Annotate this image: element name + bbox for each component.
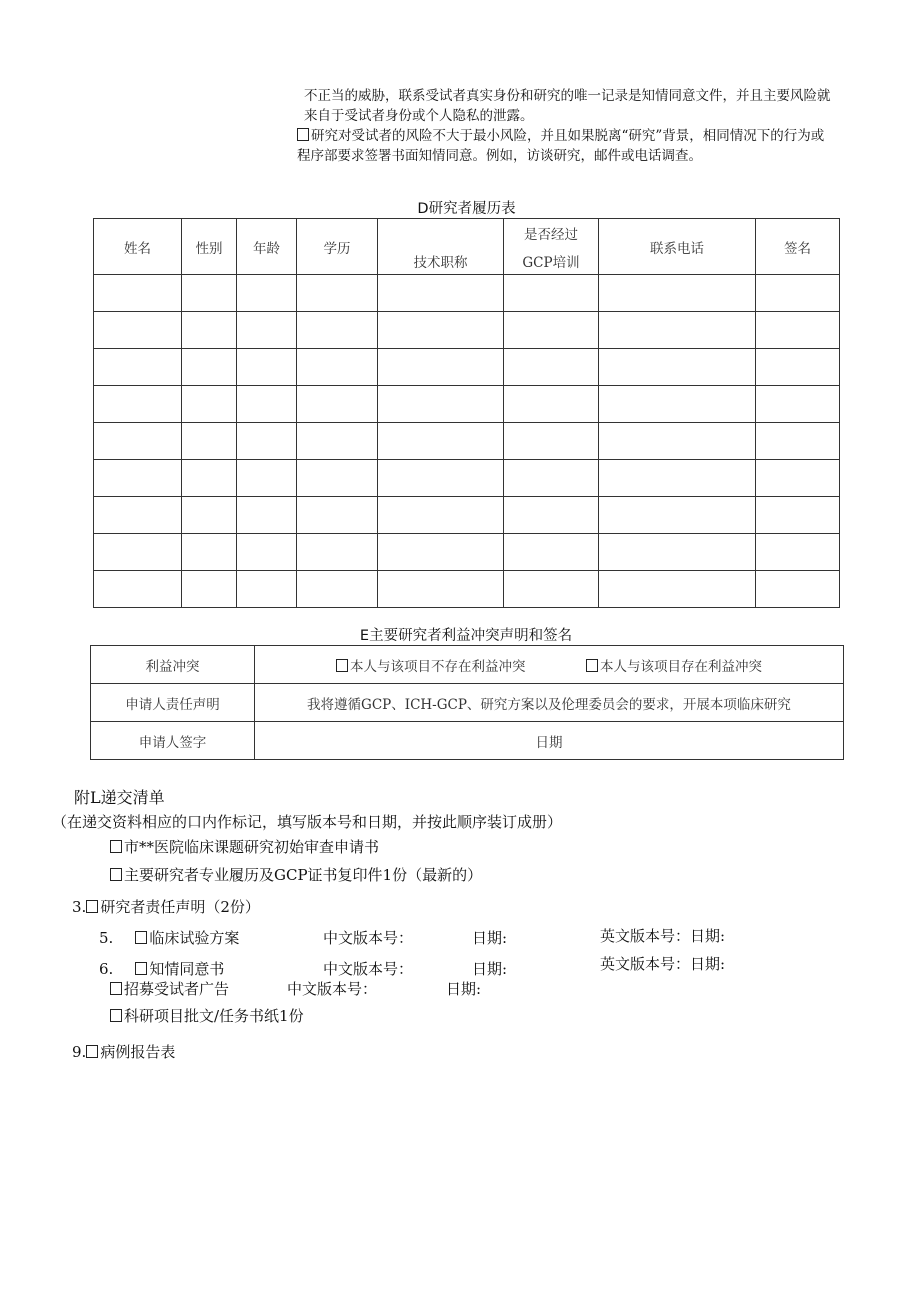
checkbox-icon[interactable] [135,931,147,944]
resume-cell[interactable] [504,312,599,349]
item-6-date[interactable]: 日期: [472,960,508,978]
item-5-en-version-date[interactable]: 英文版本号：日期: [600,927,726,945]
resume-cell[interactable] [94,312,182,349]
resume-cell[interactable] [378,497,504,534]
checkbox-icon[interactable] [135,962,147,975]
header-signature: 签名 [756,219,840,275]
resume-row [94,386,840,423]
statement-row [91,684,844,722]
resume-cell[interactable] [94,423,182,460]
resume-cell[interactable] [504,386,599,423]
resume-cell[interactable] [378,534,504,571]
resume-cell[interactable] [378,386,504,423]
resume-cell[interactable] [297,312,378,349]
resume-cell[interactable] [237,534,297,571]
header-title: 技术职称 [378,219,504,275]
resume-row [94,460,840,497]
resume-cell[interactable] [297,534,378,571]
item-6-cn-version[interactable]: 中文版本号： [323,960,414,978]
header-name: 姓名 [94,219,182,275]
resume-cell[interactable] [504,349,599,386]
resume-cell[interactable] [237,386,297,423]
checklist-note: （在递交资料相应的口内作标记，填写版本号和日期，并按此顺序装订成册） [52,813,563,831]
resume-cell[interactable] [756,534,840,571]
resume-cell[interactable] [237,349,297,386]
checklist-item-7[interactable]: 招募受试者广告 [110,978,229,999]
resume-row [94,423,840,460]
resume-cell[interactable] [237,460,297,497]
conflict-table-title: E主要研究者利益冲突声明和签名 [359,628,573,644]
checkbox-icon[interactable] [110,840,122,853]
resume-cell[interactable] [756,460,840,497]
header-phone: 联系电话 [599,219,756,275]
resume-cell[interactable] [297,275,378,312]
resume-cell[interactable] [182,275,237,312]
header-gender: 性别 [182,219,237,275]
resume-cell[interactable] [599,534,756,571]
no-conflict-option[interactable]: 本人与该项目不存在利益冲突 [336,659,526,675]
resume-cell[interactable] [504,571,599,608]
checkbox-icon[interactable] [586,659,598,672]
conflict-table [90,645,844,760]
resume-cell[interactable] [237,423,297,460]
resume-cell[interactable] [94,386,182,423]
resume-header-row [94,219,840,275]
resume-cell[interactable] [599,349,756,386]
conflict-label: 利益冲突 [91,646,255,684]
checkbox-icon[interactable] [297,128,309,141]
resume-cell[interactable] [94,349,182,386]
resume-cell[interactable] [599,312,756,349]
resume-cell[interactable] [756,423,840,460]
resume-cell[interactable] [237,275,297,312]
resume-row [94,349,840,386]
statement-label: 申请人责任声明 [91,684,255,722]
resume-cell[interactable] [237,312,297,349]
resume-row [94,312,840,349]
resume-cell[interactable] [378,312,504,349]
header-gcp [504,219,599,275]
resume-cell[interactable] [756,349,840,386]
signature-label: 申请人签字 [91,722,255,760]
resume-cell[interactable] [378,571,504,608]
header-gcp-top: 是否经过 [524,226,578,243]
checkbox-icon[interactable] [86,1045,98,1058]
checklist-item-2[interactable]: 主要研究者专业履历及GCP证书复印件1份（最新的） [110,864,482,885]
intro-line-2: 来自于受试者身份或个人隐私的泄露。 [304,108,534,124]
resume-cell[interactable] [182,312,237,349]
checkbox-icon[interactable] [86,900,98,913]
resume-cell[interactable] [378,349,504,386]
resume-cell[interactable] [756,497,840,534]
intro-line-1: 不正当的威胁，联系受试者真实身份和研究的唯一记录是知情同意文件，并且主要风险就 [304,88,831,104]
checkbox-icon[interactable] [110,868,122,881]
resume-cell[interactable] [297,423,378,460]
date-label[interactable]: 日期 [255,722,844,760]
resume-row [94,534,840,571]
resume-cell[interactable] [297,349,378,386]
resume-cell[interactable] [504,460,599,497]
resume-row [94,571,840,608]
resume-cell[interactable] [756,275,840,312]
header-education: 学历 [297,219,378,275]
item-7-cn-version[interactable]: 中文版本号： [287,980,378,998]
item-6-en-version-date[interactable]: 英文版本号：日期: [600,955,726,973]
resume-cell[interactable] [94,497,182,534]
checkbox-icon[interactable] [110,1009,122,1022]
resume-cell[interactable] [182,386,237,423]
checklist-item-3[interactable]: 3. 研究者责任声明（2份） [72,898,260,916]
signature-row [91,722,844,760]
item-7-date[interactable]: 日期: [446,980,482,998]
statement-text: 我将遵循GCP、ICH-GCP、研究方案以及伦理委员会的要求，开展本项临床研究 [255,684,844,722]
resume-cell[interactable] [378,423,504,460]
resume-cell[interactable] [756,312,840,349]
resume-cell[interactable] [182,349,237,386]
resume-cell[interactable] [599,275,756,312]
resume-cell[interactable] [599,460,756,497]
checklist-item-9[interactable]: 9. 病例报告表 [72,1043,176,1061]
resume-table-title: D研究者履历表 [417,201,516,217]
resume-cell[interactable] [599,497,756,534]
item-5-cn-version[interactable]: 中文版本号： [323,929,414,947]
resume-cell[interactable] [94,275,182,312]
resume-cell[interactable] [297,571,378,608]
resume-cell[interactable] [297,386,378,423]
resume-cell[interactable] [378,275,504,312]
resume-cell[interactable] [756,571,840,608]
header-gcp-bottom: GCP培训 [522,254,580,271]
conflict-options [255,646,844,684]
checklist-item-5[interactable]: 5. 临床试验方案 [99,929,240,947]
resume-cell[interactable] [182,497,237,534]
resume-cell[interactable] [237,571,297,608]
resume-cell[interactable] [504,534,599,571]
conflict-row [91,646,844,684]
resume-cell[interactable] [94,460,182,497]
checklist-item-6[interactable]: 6. 知情同意书 [99,960,225,978]
checklist-title: 附L递交清单 [74,788,165,807]
resume-cell[interactable] [504,275,599,312]
resume-cell[interactable] [504,423,599,460]
intro-line-4: 程序部要求签署书面知情同意。例如，访谈研究，邮件或电话调查。 [297,148,702,164]
resume-cell[interactable] [237,497,297,534]
resume-cell[interactable] [297,497,378,534]
checkbox-icon[interactable] [110,982,122,995]
resume-cell[interactable] [182,423,237,460]
resume-cell[interactable] [599,423,756,460]
resume-cell[interactable] [504,497,599,534]
resume-cell[interactable] [182,534,237,571]
header-age: 年龄 [237,219,297,275]
resume-cell[interactable] [297,460,378,497]
resume-table [93,218,840,608]
resume-cell[interactable] [756,386,840,423]
resume-cell[interactable] [94,534,182,571]
checkbox-icon[interactable] [336,659,348,672]
resume-cell[interactable] [599,571,756,608]
checklist-item-1[interactable]: 市**医院临床课题研究初始审查申请书 [110,836,379,857]
checklist-item-8[interactable]: 科研项目批文/任务书纸1份 [110,1005,304,1026]
resume-cell[interactable] [182,571,237,608]
resume-row [94,497,840,534]
resume-cell[interactable] [94,571,182,608]
has-conflict-option[interactable]: 本人与该项目存在利益冲突 [586,659,762,675]
resume-cell[interactable] [182,460,237,497]
intro-line-3: 研究对受试者的风险不大于最小风险，并且如果脱离“研究”背景，相同情况下的行为或 [297,126,824,146]
resume-cell[interactable] [378,460,504,497]
resume-row [94,275,840,312]
resume-cell[interactable] [599,386,756,423]
item-5-date[interactable]: 日期: [472,929,508,947]
